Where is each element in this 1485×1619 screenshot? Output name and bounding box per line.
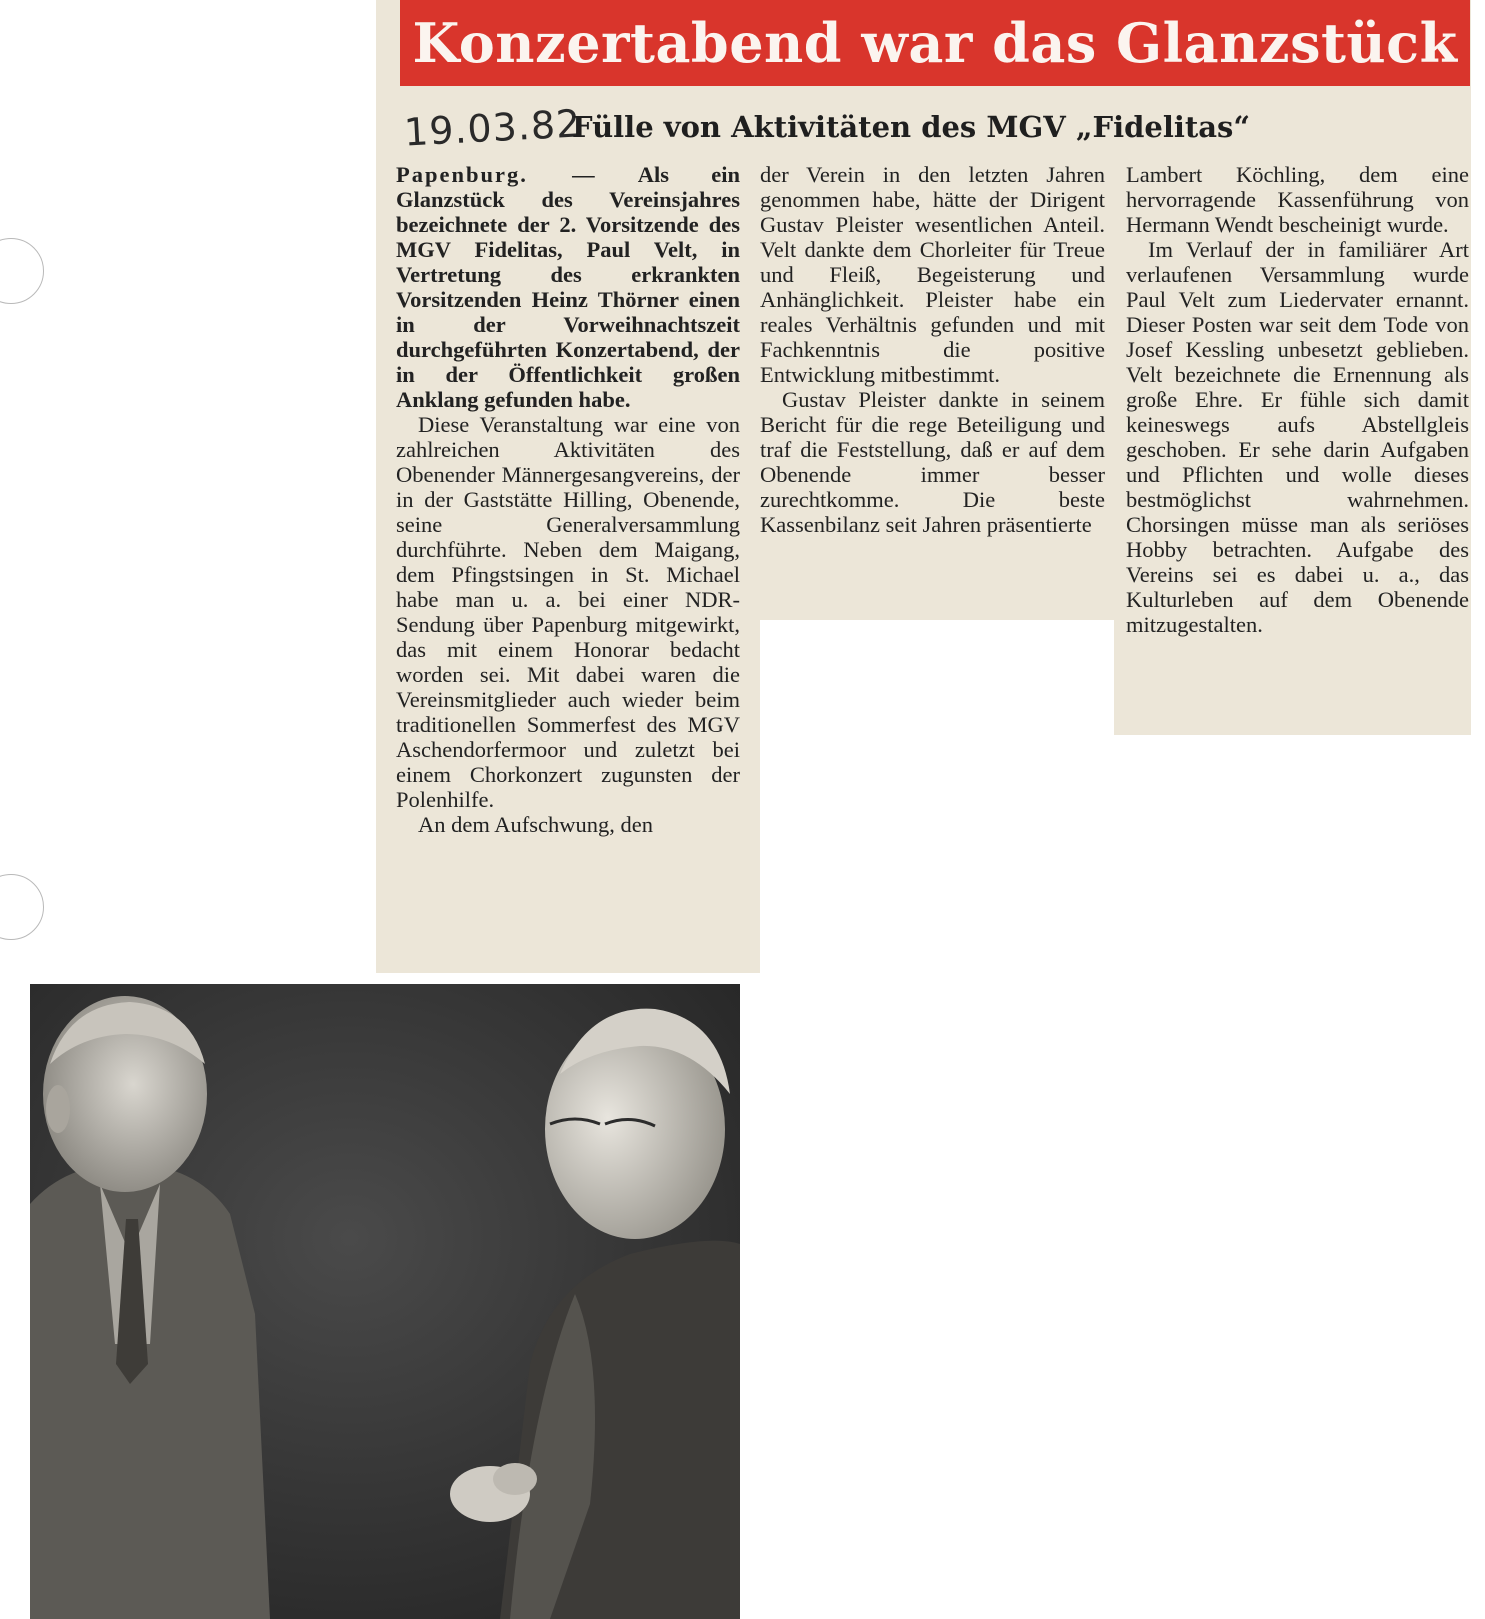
article-column-2 xyxy=(760,162,1105,537)
subheadline: Fülle von Aktivitäten des MGV „Fidelitas“ xyxy=(572,110,1251,144)
lead-text: Als ein Glanzstück des Vereinsjahres bezeichnete der 2. Vorsitzende des MGV Fidelitas, Paul Velt, in Vertretung des erkrankten Vorsitzenden Heinz Thörner einen in der Vorweihnachtszeit durchgeführten Konzertabend, der in der Öffentlichkeit großen Anklang gefunden habe. xyxy=(396,162,740,412)
news-photo xyxy=(30,984,740,1619)
headline: Konzertabend war das Glanzstück xyxy=(400,0,1470,86)
article-paragraph: Diese Veranstaltung war eine von zahlreichen Aktivitäten des Obenender Männergesangvereins, der in der Gaststätte Hilling, Obenende, seine Generalversammlung durchführte. Neben dem Maigang, dem Pfingstsingen in St. Michael habe man u. a. bei einer NDR-Sendung über Papenburg mitgewirkt, das mit einem Honorar bedacht worden sei. Mit dabei waren die Vereinsmitglieder auch wieder beim traditionellen Sommerfest des MGV Aschendorfermoor und zuletzt bei einem Chorkonzert zugunsten der Polenhilfe. xyxy=(396,412,740,812)
article-paragraph: Im Verlauf der in familiärer Art verlaufenen Versammlung wurde Paul Velt zum Liedervater ernannt. Dieser Posten war seit dem Tode von Josef Kessling unbesetzt geblieben. Velt bezeichnete die Ernennung als große Ehre. Er fühle sich damit keineswegs aufs Abstellgleis geschoben. Er sehe darin Aufgaben und Pflichten und wolle dieses bestmöglichst wahrnehmen. Chorsingen müsse man als seriöses Hobby betrachten. Aufgabe des Vereins sei es dabei u. a., das Kulturleben auf dem Obenende mitzugestalten. xyxy=(1126,237,1469,637)
hand-detail xyxy=(493,1463,537,1495)
photo-two-men xyxy=(30,984,740,1619)
article-column-3 xyxy=(1126,162,1469,637)
article-lead-paragraph xyxy=(396,162,740,412)
article-column-1 xyxy=(396,162,740,837)
article-paragraph-continued: der Verein in den letzten Jahren genommen habe, hätte der Dirigent Gustav Pleister wesentlichen Anteil. Velt dankte dem Chorleiter für Treue und Fleiß, Begeisterung und Anhänglichkeit. Pleister habe ein reales Verhältnis gefunden und mit Fachkenntnis die positive Entwicklung mitbestimmt. xyxy=(760,162,1105,387)
binder-hole-top xyxy=(0,238,44,304)
newspaper-clipping-column-extension xyxy=(1114,620,1471,735)
binder-hole-bottom xyxy=(0,874,44,940)
dateline: Papenburg. — xyxy=(396,162,597,187)
left-man-ear xyxy=(46,1085,70,1133)
article-paragraph: Gustav Pleister dankte in seinem Bericht für die rege Beteiligung und traf die Feststellung, daß er auf dem Obenende immer besser zurechtkomme. Die beste Kassenbilanz seit Jahren präsentierte xyxy=(760,387,1105,537)
handwritten-date: 19.03.82 xyxy=(402,101,583,155)
article-paragraph-continued: Lambert Köchling, dem eine hervorragende Kassenführung von Hermann Wendt bescheinigt wurde. xyxy=(1126,162,1469,237)
article-paragraph: An dem Aufschwung, den xyxy=(418,812,653,837)
